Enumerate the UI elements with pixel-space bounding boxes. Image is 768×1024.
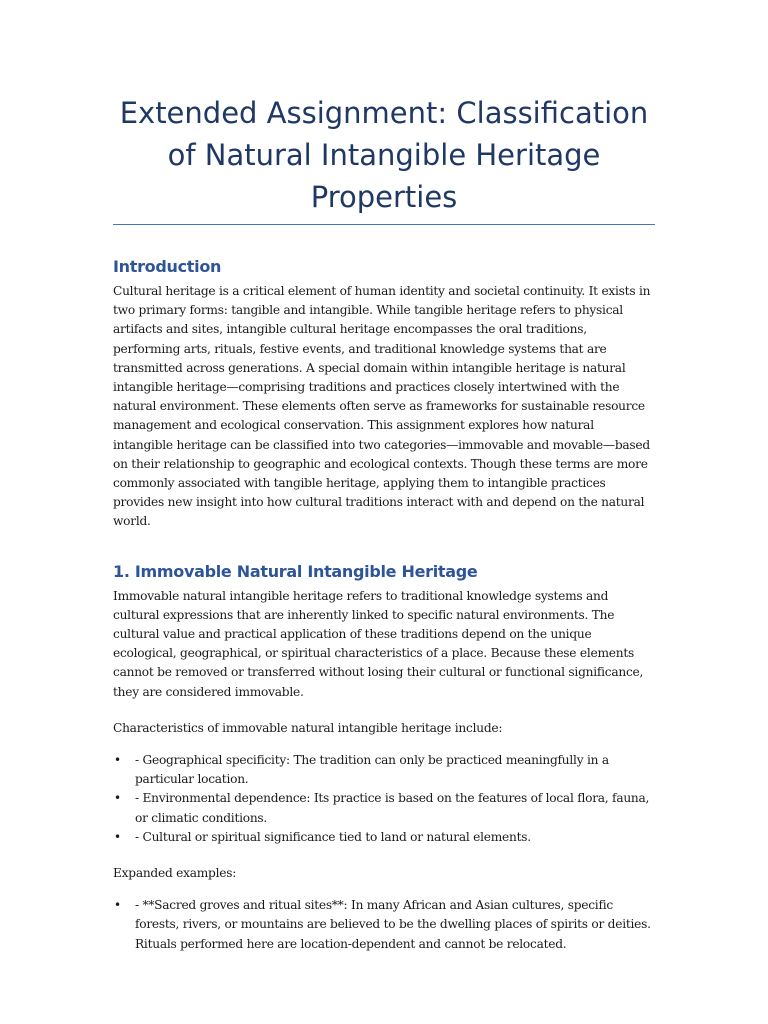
list-item <box>113 751 655 789</box>
immovable-paragraph: Immovable natural intangible heritage refers to traditional knowledge systems and cultural expressions that are inherently linked to specific natural environments. The cultural value and practical application of these traditions depend on the unique ecological, geographical, or spiritual characteristics of a place. Because these elements cannot be removed or transferred without losing their cultural or functional significance, they are considered immovable. <box>113 588 644 699</box>
section-heading-immovable: 1. Immovable Natural Intangible Heritage <box>113 561 478 581</box>
list-item <box>113 828 655 847</box>
bullet-icon: • <box>114 898 121 913</box>
examples-intro: Expanded examples: <box>113 866 237 881</box>
bullet-icon: • <box>114 753 121 768</box>
characteristics-intro: Characteristics of immovable natural intangible heritage include: <box>113 720 503 735</box>
list-item-text: - Environmental dependence: Its practice is based on the features of local flora, fauna, or climatic conditions. <box>135 791 650 825</box>
introduction-paragraph: Cultural heritage is a critical element of human identity and societal continuity. It exists in two primary forms: tangible and intangible. While tangible heritage refers to physical artifacts and sites, intangible cultural heritage encompasses the oral traditions, performing arts, rituals, festive events, and traditional knowledge systems that are transmitted across generations. A special domain within intangible heritage is natural intangible heritage—comprising traditions and practices closely intertwined with the natural environment. These elements often serve as frameworks for sustainable resource management and ecological conservation. This assignment explores how natural intangible heritage can be classified into two categories—immovable and movable—based on their relationship to geographic and ecological contexts. Though these terms are more commonly associated with tangible heritage, applying them to intangible practices provides new insight into how cultural traditions interact with and depend on the natural world. <box>113 284 651 529</box>
list-item <box>113 896 655 954</box>
bullet-icon: • <box>114 829 121 844</box>
document-page <box>113 92 655 954</box>
list-item-text: - **Sacred groves and ritual sites**: In many African and Asian cultures, specific forests, rivers, or mountains are believed to be the dwelling places of spirits or deities. Rituals performed here are location-dependent and cannot be relocated. <box>135 898 651 951</box>
document-title: Extended Assignment: Classification of Natural Intangible Heritage Properties <box>113 92 655 225</box>
characteristics-list <box>113 751 655 847</box>
section-heading-introduction: Introduction <box>113 257 222 276</box>
list-item-text: - Geographical specificity: The tradition can only be practiced meaningfully in a particular location. <box>135 753 609 787</box>
list-item-text: - Cultural or spiritual significance tied to land or natural elements. <box>135 829 531 844</box>
list-item <box>113 789 655 827</box>
examples-list <box>113 896 655 954</box>
bullet-icon: • <box>114 791 121 806</box>
